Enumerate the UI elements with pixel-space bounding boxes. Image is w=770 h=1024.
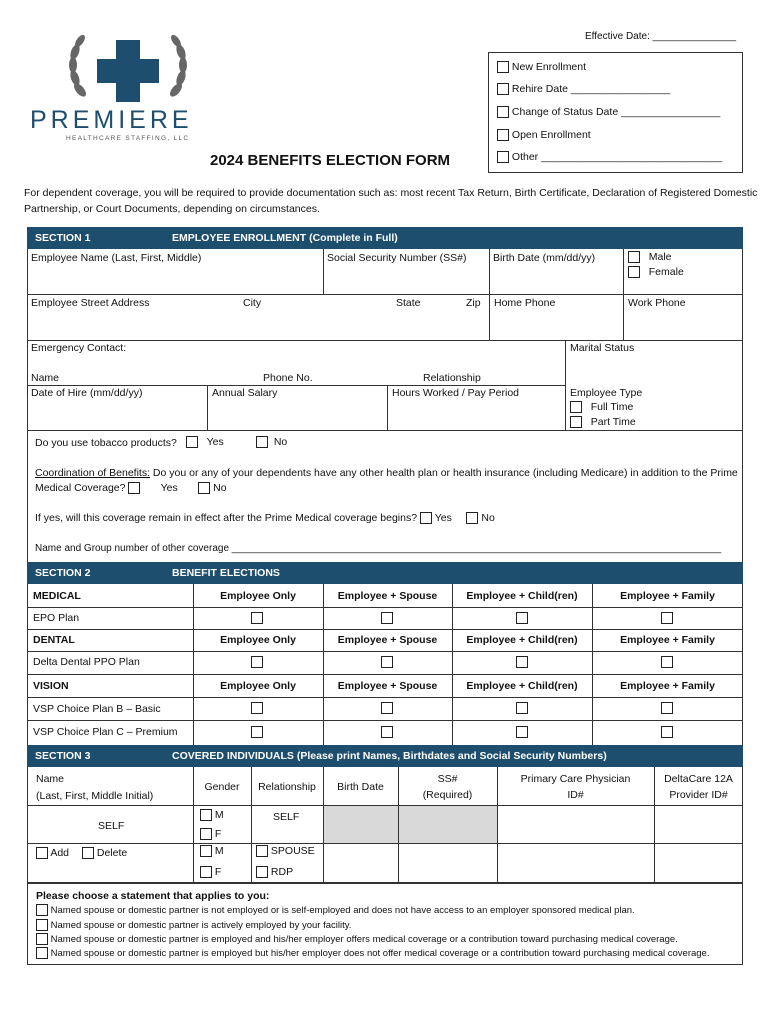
cob-yes-checkbox[interactable]	[128, 482, 140, 494]
vision-col-employee-only: Employee Only	[220, 680, 296, 692]
statement-3[interactable]: Named spouse or domestic partner is employed and his/her employer offers medical coverage or a contribution toward purchasing medical coverage.	[36, 933, 678, 946]
add-option[interactable]: Add	[36, 847, 69, 860]
delta-dental-label: Delta Dental PPO Plan	[33, 656, 140, 668]
epo-employee-family-checkbox[interactable]	[661, 612, 673, 624]
vsp-b-employee-only-checkbox[interactable]	[251, 702, 263, 714]
vsp-c-employee-only-checkbox[interactable]	[251, 726, 263, 738]
deltacare-header-1: DeltaCare 12A	[664, 773, 733, 785]
col-employee-spouse: Employee + Spouse	[337, 590, 438, 602]
state-field[interactable]: State	[396, 297, 421, 309]
col-employee-family: Employee + Family	[620, 590, 715, 602]
dental-employee-spouse-checkbox[interactable]	[381, 656, 393, 668]
gender-header: Gender	[204, 781, 240, 793]
birth-date-shaded	[323, 805, 398, 843]
remain-no-checkbox[interactable]	[466, 512, 478, 524]
effective-date: Effective Date: _______________	[585, 31, 737, 42]
vsp-b-employee-spouse-checkbox[interactable]	[381, 702, 393, 714]
pcp-header-2: ID#	[567, 789, 584, 801]
statement-2[interactable]: Named spouse or domestic partner is actively employed by your facility.	[36, 919, 351, 932]
pcp-header-1: Primary Care Physician	[520, 773, 631, 785]
option-other[interactable]: Other _______________________________	[497, 151, 722, 164]
dental-header: DENTAL	[33, 634, 75, 646]
vision-col-employee-children: Employee + Child(ren)	[466, 680, 578, 692]
option-new-enrollment[interactable]: New Enrollment	[497, 61, 586, 74]
ssn-field[interactable]: Social Security Number (SS#)	[327, 252, 467, 264]
medical-header: MEDICAL	[33, 590, 81, 602]
full-time-option[interactable]: Full Time	[570, 401, 633, 414]
emergency-phone-field[interactable]: Phone No.	[263, 372, 313, 384]
street-field[interactable]: Employee Street Address	[31, 297, 150, 309]
vision-col-employee-spouse: Employee + Spouse	[337, 680, 438, 692]
statements-box	[27, 883, 743, 965]
vsp-c-employee-children-checkbox[interactable]	[516, 726, 528, 738]
emergency-name-field[interactable]: Name	[31, 372, 60, 384]
laurel-cross-icon	[58, 30, 198, 110]
statement-1[interactable]: Named spouse or domestic partner is not employed or is self-employed and does not have access to an employer sponsored medical plan.	[36, 904, 635, 917]
section1-label: SECTION 1	[35, 232, 91, 244]
dental-employee-only-checkbox[interactable]	[251, 656, 263, 668]
vsp-b-employee-family-checkbox[interactable]	[661, 702, 673, 714]
dep-rdp-option[interactable]: RDP	[256, 866, 293, 879]
dental-employee-children-checkbox[interactable]	[516, 656, 528, 668]
dental-col-employee-family: Employee + Family	[620, 634, 715, 646]
dental-col-employee-only: Employee Only	[220, 634, 296, 646]
dep-gender-m[interactable]: M	[200, 845, 224, 858]
epo-plan-label: EPO Plan	[33, 612, 80, 624]
ss-header-2: (Required)	[422, 789, 473, 801]
tobacco-no[interactable]: No	[256, 436, 287, 449]
zip-field[interactable]: Zip	[466, 297, 481, 309]
marital-status-field[interactable]: Marital Status	[570, 342, 635, 354]
section1-bar	[27, 227, 743, 249]
option-open-enrollment[interactable]: Open Enrollment	[497, 129, 591, 142]
section3-label: SECTION 3	[35, 750, 91, 762]
company-name: PREMIERE	[30, 106, 193, 134]
intro-text-1: For dependent coverage, you will be required to provide documentation such as: most recent Tax Return, Birth Certificate, Declaration of Registered Domestic	[24, 187, 758, 199]
form-title: 2024 BENEFITS ELECTION FORM	[210, 152, 451, 169]
company-subtitle: HEALTHCARE STAFFING, LLC	[66, 135, 190, 142]
part-time-option[interactable]: Part Time	[570, 416, 636, 429]
hours-field[interactable]: Hours Worked / Pay Period	[392, 387, 520, 399]
remain-yes-checkbox[interactable]	[420, 512, 432, 524]
ss-header-1: SS#	[437, 773, 458, 785]
vsp-c-employee-family-checkbox[interactable]	[661, 726, 673, 738]
ss-shaded	[398, 805, 497, 843]
home-phone-field[interactable]: Home Phone	[494, 297, 556, 309]
deltacare-header-2: Provider ID#	[669, 789, 728, 801]
enrollment-type-box	[488, 52, 743, 173]
logo	[58, 30, 198, 110]
vision-col-employee-family: Employee + Family	[620, 680, 715, 692]
employee-name-field[interactable]: Employee Name (Last, First, Middle)	[31, 252, 202, 264]
col-employee-only: Employee Only	[220, 590, 296, 602]
emergency-relationship-field[interactable]: Relationship	[423, 372, 481, 384]
tobacco-question: Do you use tobacco products?	[35, 437, 177, 449]
statements-heading: Please choose a statement that applies to you:	[36, 890, 270, 902]
annual-salary-field[interactable]: Annual Salary	[212, 387, 278, 399]
cob-question-2: Medical Coverage? Yes No	[35, 482, 227, 494]
vsp-b-label: VSP Choice Plan B – Basic	[33, 703, 161, 715]
epo-employee-children-checkbox[interactable]	[516, 612, 528, 624]
epo-employee-spouse-checkbox[interactable]	[381, 612, 393, 624]
name-header-2: (Last, First, Middle Initial)	[36, 790, 154, 802]
city-field[interactable]: City	[243, 297, 262, 309]
female-option[interactable]: Female	[628, 266, 684, 279]
section2-title: BENEFIT ELECTIONS	[172, 567, 280, 579]
section1-title: EMPLOYEE ENROLLMENT (Complete in Full)	[172, 232, 398, 244]
section2-label: SECTION 2	[35, 567, 91, 579]
name-header-1: Name	[36, 773, 65, 785]
cob-no-checkbox[interactable]	[198, 482, 210, 494]
relationship-header: Relationship	[258, 781, 316, 793]
self-label: SELF	[98, 820, 125, 832]
option-change-status[interactable]: Change of Status Date _________________	[497, 106, 720, 119]
delete-option[interactable]: Delete	[82, 847, 127, 860]
dep-gender-f[interactable]: F	[200, 866, 221, 879]
employee-type-label: Employee Type	[570, 387, 643, 399]
section2-bar	[27, 562, 743, 584]
tobacco-yes[interactable]: Yes	[186, 436, 224, 449]
self-gender-m[interactable]: M	[200, 809, 224, 822]
male-option[interactable]: Male	[628, 251, 672, 264]
statement-4[interactable]: Named spouse or domestic partner is employed but his/her employer does not offer medical coverage or a contribution toward purchasing medical coverage.	[36, 947, 709, 960]
dental-employee-family-checkbox[interactable]	[661, 656, 673, 668]
vsp-b-employee-children-checkbox[interactable]	[516, 702, 528, 714]
emergency-contact-label: Emergency Contact:	[31, 342, 127, 354]
work-phone-field[interactable]: Work Phone	[628, 297, 686, 309]
section3-bar	[27, 745, 743, 767]
section3-title: COVERED INDIVIDUALS (Please print Names, Birthdates and Social Security Numbers)	[172, 750, 607, 762]
col-employee-children: Employee + Child(ren)	[466, 590, 578, 602]
vision-header: VISION	[33, 680, 69, 692]
birth-date-header: Birth Date	[337, 781, 384, 793]
hire-date-field[interactable]: Date of Hire (mm/dd/yy)	[31, 387, 143, 399]
birth-date-field[interactable]: Birth Date (mm/dd/yy)	[493, 252, 596, 264]
cob-question: Coordination of Benefits: Do you or any of your dependents have any other health plan or health insurance (including Medicare) in addition to the Prime	[35, 467, 738, 479]
vsp-c-label: VSP Choice Plan C – Premium	[33, 726, 178, 738]
epo-employee-only-checkbox[interactable]	[251, 612, 263, 624]
intro-text-2: Partnership, or Court Documents, depending on circumstances.	[24, 203, 320, 215]
self-gender-f[interactable]: F	[200, 828, 221, 841]
dental-col-employee-spouse: Employee + Spouse	[337, 634, 438, 646]
self-relationship: SELF	[273, 811, 300, 823]
remain-question: If yes, will this coverage remain in effect after the Prime Medical coverage begins? Yes No	[35, 512, 495, 524]
dental-col-employee-children: Employee + Child(ren)	[466, 634, 578, 646]
vsp-c-employee-spouse-checkbox[interactable]	[381, 726, 393, 738]
option-rehire[interactable]: Rehire Date _________________	[497, 83, 670, 96]
other-coverage-field[interactable]: Name and Group number of other coverage ________________________________________________________________________________________	[35, 543, 722, 554]
dep-spouse-option[interactable]: SPOUSE	[256, 845, 315, 858]
